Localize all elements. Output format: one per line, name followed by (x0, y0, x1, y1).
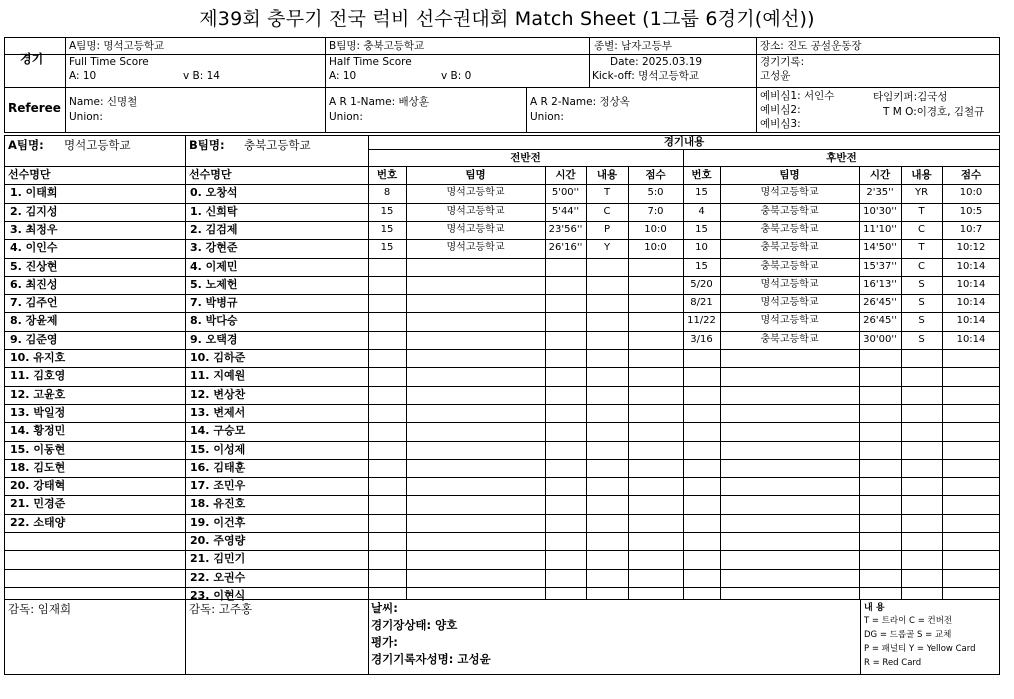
row-line (4, 587, 1000, 588)
roster-b-player: 19. 이건후 (190, 515, 246, 529)
roster-b-player: 3. 강현준 (190, 241, 238, 255)
first-half-cell: Y (603, 242, 611, 254)
row-line (4, 459, 1000, 460)
row-line (4, 367, 1000, 368)
roster-b-player: 4. 이제민 (190, 259, 238, 273)
field-condition: 경기장상태: 양호 (371, 618, 458, 632)
row-line (4, 422, 1000, 423)
roster-b-player: 10. 김하준 (190, 351, 246, 364)
reserve-3: 예비심3: (760, 118, 801, 130)
first-half-cell: 명석고등학교 (446, 205, 505, 217)
row-line (4, 239, 1000, 240)
roster-b-player: 17. 조민우 (190, 479, 246, 493)
referee-label: Referee (8, 101, 61, 115)
first-half-cell: 명석고등학교 (446, 223, 505, 235)
first-half-cell: C (603, 205, 611, 217)
team-b-label: B팀명: (189, 138, 225, 152)
row-line (4, 386, 1000, 387)
row-line (4, 477, 1000, 478)
roster-a-player: 13. 박일정 (10, 405, 66, 419)
roster-a-header: 선수명단 (8, 168, 51, 181)
match-content-header: 경기내용 (663, 136, 705, 148)
legend-line-2: DG = 드롭골 S = 교체 (864, 630, 952, 640)
a-team-field: A팀명: 명석고등학교 (69, 40, 165, 52)
second-half-cell: 명석고등학교 (760, 297, 819, 309)
first-half-cell: 10:0 (644, 223, 667, 235)
second-half-cell: S (918, 297, 925, 309)
second-half-cell: 30'00'' (863, 333, 897, 345)
second-half-cell: 14'50'' (863, 242, 897, 254)
roster-b-player: 21. 김민기 (190, 552, 246, 566)
second-half-cell: 11'10'' (863, 223, 897, 235)
second-half-cell: 10:14 (956, 315, 986, 327)
roster-b-player: 20. 주영량 (190, 534, 246, 547)
timekeeper: 타임키퍼:김국성 (873, 91, 948, 103)
roster-b-player: 23. 이현식 (190, 588, 246, 602)
second-half-cell: S (918, 278, 925, 290)
second-half-col-header: 시간 (869, 169, 891, 181)
second-half-cell: 명석고등학교 (760, 315, 819, 327)
second-half-cell: 4 (698, 205, 705, 217)
first-half-cell: 7:0 (647, 205, 664, 217)
full-time-a: A: 10 (69, 70, 97, 82)
second-half-cell: T (918, 205, 925, 217)
row-line (4, 221, 1000, 222)
roster-a-player: 7. 김주언 (10, 296, 58, 310)
second-half-cell: 2'35'' (866, 187, 894, 199)
legend-line-1: T = 트라이 C = 컨버전 (864, 616, 953, 626)
second-half-cell: YR (914, 187, 929, 199)
team-a-label: A팀명: (8, 138, 44, 152)
second-half-cell: 10'30'' (863, 205, 897, 217)
coach-a: 감독: 임재희 (8, 602, 72, 616)
legend-line-4: R = Red Card (864, 658, 922, 668)
roster-a-player: 12. 고윤호 (10, 387, 66, 401)
second-half-cell: 명석고등학교 (760, 187, 819, 199)
row-line (4, 532, 1000, 533)
ar2-union: Union: (530, 111, 564, 123)
row-line (4, 404, 1000, 405)
legend-line-3: P = 패널티 Y = Yellow Card (864, 644, 976, 654)
row-line (4, 276, 1000, 277)
second-half-cell: 충북고등학교 (760, 205, 819, 217)
date-field: Date: 2025.03.19 (610, 56, 703, 68)
second-half-cell: 10:5 (959, 205, 983, 217)
first-half-cell: 5'44'' (551, 205, 580, 217)
roster-a-player: 21. 민경준 (10, 497, 66, 511)
first-half-cell: 명석고등학교 (446, 187, 505, 199)
team-a-name: 명석고등학교 (64, 138, 131, 152)
first-half-cell: 5:0 (647, 187, 664, 199)
second-half-cell: 8/21 (690, 297, 713, 309)
half-time-a: A: 10 (329, 70, 357, 82)
first-half-cell: 15 (380, 242, 394, 254)
ar1-union: Union: (329, 111, 363, 123)
half-time-label: Half Time Score (329, 56, 412, 68)
recorder-name: 고성윤 (760, 70, 791, 82)
second-half-cell: 15'37'' (863, 260, 897, 272)
second-half-cell: 16'13'' (863, 278, 897, 290)
row-line (4, 312, 1000, 313)
referee-union: Union: (69, 111, 103, 123)
roster-b-player: 15. 이성제 (190, 442, 246, 456)
coach-b: 감독: 고주홍 (189, 602, 253, 616)
recorder-label: 경기기록: (760, 56, 805, 68)
roster-a-player: 1. 이태희 (10, 186, 58, 200)
roster-b-player: 0. 오창석 (190, 186, 238, 200)
b-team-field: B팀명: 충북고등학교 (329, 40, 425, 52)
roster-a-player: 3. 최정우 (10, 222, 58, 236)
second-half-cell: S (918, 333, 925, 345)
first-half-col-header: 팀명 (465, 169, 486, 181)
first-half-cell: 명석고등학교 (446, 242, 505, 254)
roster-a-player: 20. 강태혁 (10, 479, 66, 493)
first-half-cell: 15 (380, 223, 394, 235)
second-half-col-header: 번호 (691, 169, 712, 181)
second-half-cell: 명석고등학교 (760, 278, 819, 290)
roster-a-player: 8. 장윤제 (10, 314, 58, 328)
second-half-cell: 충북고등학교 (760, 333, 819, 345)
roster-b-header: 선수명단 (189, 168, 232, 181)
roster-b-player: 11. 지예원 (190, 369, 246, 383)
second-half-cell: T (918, 242, 925, 254)
second-half-cell: 11/22 (687, 315, 716, 327)
kickoff-field: Kick-off: 명석고등학교 (592, 70, 700, 82)
row-line (4, 441, 1000, 442)
row-line (4, 569, 1000, 570)
second-half-cell: 10:14 (956, 297, 986, 309)
full-time-label: Full Time Score (69, 56, 149, 68)
weather-field: 날씨: (371, 601, 398, 615)
first-half-col-header: 시간 (555, 169, 576, 181)
legend-title: 내 용 (864, 603, 885, 613)
first-half-cell: 8 (383, 187, 391, 199)
second-half-col-header: 팀명 (779, 169, 800, 181)
first-half-col-header: 번호 (376, 169, 398, 181)
roster-a-player: 5. 진상현 (10, 259, 58, 273)
second-half-cell: 충북고등학교 (760, 223, 819, 235)
full-time-b: v B: 14 (183, 70, 220, 82)
row-line (4, 331, 1000, 332)
reserve-1: 예비심1: 서인수 (760, 90, 835, 102)
first-half-cell: 23'56'' (548, 223, 583, 235)
row-line (4, 514, 1000, 515)
second-half-cell: 10:14 (956, 278, 986, 290)
roster-b-player: 18. 유진호 (190, 497, 246, 511)
recorder-field: 경기기록자성명: 고성윤 (371, 652, 491, 666)
second-half-col-header: 내용 (911, 169, 932, 181)
second-half-cell: C (918, 223, 925, 235)
roster-a-player: 2. 김지성 (10, 204, 58, 218)
first-half-col-header: 내용 (596, 169, 618, 181)
roster-b-player: 12. 변상찬 (190, 387, 246, 401)
reserve-2: 예비심2: (760, 104, 801, 116)
second-half-cell: S (918, 315, 925, 327)
second-half-cell: 15 (695, 187, 708, 199)
second-half-cell: 5/20 (690, 278, 713, 290)
first-half-cell: 26'16'' (548, 242, 583, 254)
roster-b-player: 9. 오택경 (190, 332, 238, 346)
team-b-name: 충북고등학교 (244, 138, 311, 152)
roster-b-player: 14. 구승모 (190, 424, 246, 438)
evaluation-field: 평가: (371, 635, 398, 649)
venue-field: 장소: 진도 공설운동장 (760, 40, 862, 52)
category-field: 종별: 남자고등부 (594, 40, 672, 52)
game-label: 경기 (20, 52, 44, 66)
row-line (4, 203, 1000, 204)
second-half-cell: 3/16 (690, 333, 713, 345)
first-half-label: 전반전 (510, 152, 541, 164)
roster-b-player: 13. 변제서 (190, 405, 246, 419)
sheet-title: 제39회 충무기 전국 럭비 선수권대회 Match Sheet (1그룹 6경기(예선)) (199, 8, 815, 30)
second-half-cell: 충북고등학교 (760, 242, 819, 254)
second-half-cell: 10:0 (959, 187, 983, 199)
roster-a-player: 14. 황정민 (10, 424, 66, 438)
roster-a-player: 10. 유지호 (10, 351, 66, 364)
ar1-name: A R 1-Name: 배상훈 (329, 96, 429, 108)
footer-block (4, 600, 1000, 675)
second-half-cell: 15 (695, 260, 708, 272)
first-half-cell: P (603, 223, 611, 235)
row-line (4, 294, 1000, 295)
second-half-cell: 10:14 (956, 260, 986, 272)
first-half-col-header: 점수 (645, 169, 666, 181)
row-line (4, 550, 1000, 551)
ar2-name: A R 2-Name: 정상옥 (530, 96, 630, 108)
roster-b-player: 1. 신희탁 (190, 204, 238, 218)
second-half-cell: 10 (695, 242, 708, 254)
roster-a-player: 18. 김도현 (10, 460, 66, 474)
second-half-label: 후반전 (826, 152, 857, 164)
roster-a-player: 4. 이인수 (10, 241, 58, 255)
tmo: T M O:이경호, 김철규 (883, 106, 985, 118)
roster-b-player: 8. 박다승 (190, 314, 238, 328)
first-half-cell: 5'00'' (551, 187, 580, 199)
roster-b-player: 5. 노제헌 (190, 277, 238, 291)
roster-a-player: 15. 이동현 (10, 442, 66, 456)
roster-b-player: 22. 오권수 (190, 570, 246, 584)
roster-b-player: 7. 박병규 (190, 296, 238, 310)
row-line (4, 184, 1000, 185)
second-half-cell: 충북고등학교 (760, 260, 819, 272)
second-half-cell: C (918, 260, 925, 272)
second-half-cell: 15 (695, 223, 708, 235)
row-line (4, 495, 1000, 496)
roster-b-player: 16. 김태훈 (190, 460, 246, 474)
referee-name: Name: 신명철 (69, 96, 138, 108)
roster-a-player: 22. 소태양 (10, 515, 66, 529)
second-half-col-header: 점수 (960, 169, 982, 181)
row-line (4, 349, 1000, 350)
roster-b-player: 2. 김검제 (190, 222, 238, 236)
second-half-cell: 26'45'' (863, 297, 897, 309)
first-half-cell: T (603, 187, 611, 199)
roster-a-player: 11. 김호영 (10, 369, 66, 383)
half-time-b: v B: 0 (441, 70, 472, 82)
roster-a-player: 9. 김준영 (10, 332, 58, 346)
second-half-cell: 10:12 (956, 242, 986, 254)
row-line (4, 258, 1000, 259)
second-half-cell: 10:7 (959, 223, 983, 235)
first-half-cell: 10:0 (644, 242, 667, 254)
second-half-cell: 10:14 (956, 333, 986, 345)
first-half-cell: 15 (380, 205, 394, 217)
second-half-cell: 26'45'' (863, 315, 897, 327)
roster-a-player: 6. 최진성 (10, 277, 58, 291)
